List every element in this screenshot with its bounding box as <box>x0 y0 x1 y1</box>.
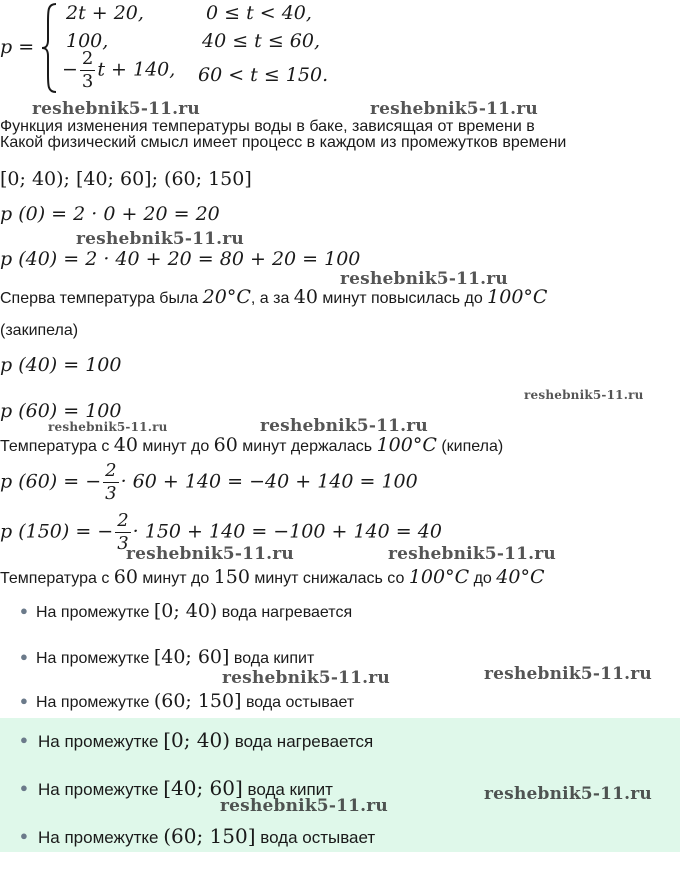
watermark: reshebnik5-11.ru <box>484 784 652 804</box>
piecewise-lhs: p = <box>0 36 35 58</box>
watermark: reshebnik5-11.ru <box>484 664 652 684</box>
sentence-boiling: Температура с 40 минут до 60 минут держалась 100°C (кипела) <box>0 434 504 456</box>
bullet-icon: ● <box>20 780 28 795</box>
p40-value: p (40) = 100 <box>0 354 122 376</box>
watermark: reshebnik5-11.ru <box>76 229 244 249</box>
question-text: Какой физический смысл имеет процесс в каждом из промежутков времени <box>0 134 567 151</box>
piecewise-row3-cond: 60 < t ≤ 150. <box>198 64 329 86</box>
intervals-text: [0; 40); [40; 60]; (60; 150] <box>0 168 252 190</box>
left-brace-icon <box>40 2 58 94</box>
piecewise-row2-cond: 40 ≤ t ≤ 60, <box>202 30 321 52</box>
watermark: reshebnik5-11.ru <box>48 420 168 434</box>
bullet-icon: ● <box>20 732 28 747</box>
sentence-cooling: Температура с 60 минут до 150 минут снижалась со 100°C до 40°C <box>0 566 545 588</box>
watermark: reshebnik5-11.ru <box>388 544 556 564</box>
function-description-text: Функция изменения температуры воды в баке, зависящая от времени в <box>0 118 535 135</box>
watermark: reshebnik5-11.ru <box>340 269 508 289</box>
p60-value: p (60) = 100 <box>0 400 122 422</box>
p150-equation: p (150) = − $\frac{2}{3}$ · 150 + 140 = −100 + 140 = 40 <box>0 510 442 554</box>
bullet-icon: ● <box>20 693 28 708</box>
bullet-icon: ● <box>20 828 28 843</box>
watermark: reshebnik5-11.ru <box>220 796 388 816</box>
bullet-icon: ● <box>20 603 28 618</box>
sentence-heating-tail: (закипела) <box>0 322 79 339</box>
watermark: reshebnik5-11.ru <box>32 99 200 119</box>
p0-equation: p (0) = 2 · 0 + 20 = 20 <box>0 203 220 225</box>
piecewise-row1-cond: 0 ≤ t < 40, <box>206 2 312 24</box>
watermark: reshebnik5-11.ru <box>126 544 294 564</box>
p60-cooling-equation: p (60) = − $\frac{2}{3}$ · 60 + 140 = −40 + 140 = 100 <box>0 460 418 504</box>
watermark: reshebnik5-11.ru <box>524 388 644 402</box>
watermark: reshebnik5-11.ru <box>370 99 538 119</box>
piecewise-row1-expr: 2t + 20, <box>66 2 144 24</box>
piecewise-row2-expr: 100, <box>66 30 109 52</box>
watermark: reshebnik5-11.ru <box>260 416 428 436</box>
sentence-heating: Сперва температура была 20°C, а за 40 минут повысилась до 100°C <box>0 286 548 308</box>
watermark: reshebnik5-11.ru <box>222 668 390 688</box>
bullet-icon: ● <box>20 649 28 664</box>
p40-equation: p (40) = 2 · 40 + 20 = 80 + 20 = 100 <box>0 248 361 270</box>
piecewise-row3-expr: − $\frac{2}{3}$ t + 140, <box>62 48 176 92</box>
